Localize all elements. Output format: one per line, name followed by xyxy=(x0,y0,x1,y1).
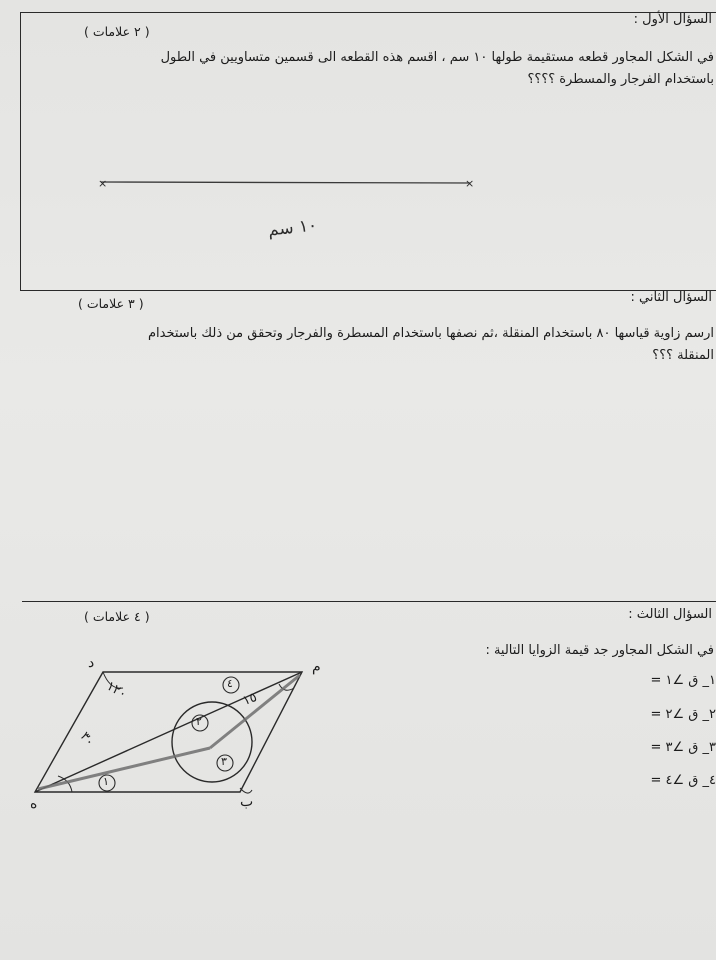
diagonal xyxy=(35,672,302,792)
vertex-bottom-right-label: ب xyxy=(240,794,254,810)
vertex-top-left-label: د xyxy=(88,655,95,671)
q3-instruction: في الشكل المجاور جد قيمة الزوايا التالية : xyxy=(485,643,714,658)
q3-answer-2: ٢_ ق ∠٢ = xyxy=(650,707,716,722)
q1-text-line2: باستخدام الفرجار والمسطرة ؟؟؟؟ xyxy=(527,72,714,87)
svg-text:×: × xyxy=(465,177,475,190)
angle-15-label: ١٥ xyxy=(240,690,260,709)
q3-answer-4: ٤_ ق ∠٤ = xyxy=(650,773,716,788)
vertex-bottom-left-label: ه xyxy=(30,796,38,812)
q3-answer-1: ١_ ق ∠١ = xyxy=(650,673,716,688)
q1-segment-label: ١٠ سم xyxy=(267,215,319,241)
circled-1-label: ١ xyxy=(103,775,109,788)
q2-text-line1: ارسم زاوية قياسها ٨٠ باستخدام المنقلة ،ثم نصفها باستخدام المسطرة والفرجار وتحقق من ذلك باستخدام xyxy=(148,326,714,341)
svg-text:×: × xyxy=(98,177,108,190)
q2-title: السؤال الثاني : xyxy=(630,290,712,305)
angle-120-label: ١٢٠ xyxy=(103,678,130,703)
q1-marks: ( ٢ علامات ) xyxy=(84,24,150,39)
q2-marks: ( ٣ علامات ) xyxy=(78,296,144,311)
q3-answer-3: ٣_ ق ∠٣ = xyxy=(650,740,716,755)
q1-title: السؤال الأول : xyxy=(633,12,712,27)
circled-3-label: ٣ xyxy=(221,755,227,768)
circled-2-label: ٢ xyxy=(196,715,202,728)
q3-marks: ( ٤ علامات ) xyxy=(84,609,150,624)
circle xyxy=(172,702,252,782)
q1-text-line1: في الشكل المجاور قطعه مستقيمة طولها ١٠ سم ، اقسم هذه القطعه الى قسمين متساويين في الطول xyxy=(160,50,714,65)
q3-title: السؤال الثالث : xyxy=(628,607,712,622)
q2-text-line2: المنقلة ؟؟؟ xyxy=(652,348,714,363)
pencil-line-1 xyxy=(38,748,210,789)
vertex-top-right-label: م xyxy=(312,659,321,675)
circled-4-label: ٤ xyxy=(227,677,233,690)
angle-30-label: ٣٠ xyxy=(76,729,98,750)
